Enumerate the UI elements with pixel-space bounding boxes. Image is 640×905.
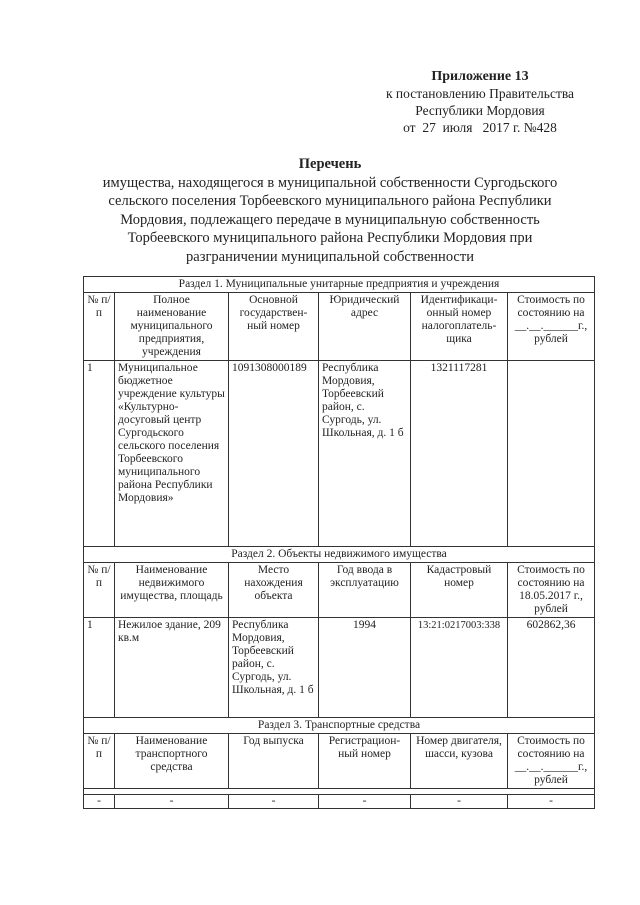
document-title	[80, 155, 580, 267]
section-1-title: Раздел 1. Муниципальные унитарные предприятия и учреждения	[84, 277, 595, 293]
s2-row1-location: Республика Мордовия, Торбеевский район, с. Сургодь, ул. Школьная, д. 1 б	[229, 618, 319, 718]
s1-header-number: № п/п	[84, 293, 115, 361]
annex-line-1: к постановлению Правительства	[385, 86, 575, 101]
s1-header-inn: Идентификаци-онный номер налогоплатель-щика	[411, 293, 508, 361]
s2-row1-cadastral: 13:21:0217003:338	[411, 618, 508, 718]
s2-header-cost: Стоимость по состоянию на 18.05.2017 г., рублей	[508, 563, 595, 618]
section-3-header-row	[84, 734, 595, 789]
s3-header-number: № п/п	[84, 734, 115, 789]
s3-header-cost: Стоимость по состоянию на __.__.______г., рублей	[508, 734, 595, 789]
section-2-title: Раздел 2. Объекты недвижимого имущества	[84, 547, 595, 563]
table-row	[84, 618, 595, 718]
s2-header-cadastral: Кадастровый номер	[411, 563, 508, 618]
annex-header	[360, 68, 600, 136]
s2-header-name: Наименование недвижимого имущества, площадь	[115, 563, 229, 618]
s2-row1-year: 1994	[319, 618, 411, 718]
s3-row1-number: -	[84, 795, 115, 809]
s2-header-location: Место нахождения объекта	[229, 563, 319, 618]
s1-row1-cost	[508, 361, 595, 547]
s1-header-address: Юридический адрес	[319, 293, 411, 361]
section-2-header-row	[84, 563, 595, 618]
s1-row1-address: Республика Мордовия, Торбеевский район, с. Сургодь, ул. Школьная, д. 1 б	[319, 361, 411, 547]
s3-header-name: Наименование транспортного средства	[115, 734, 229, 789]
s3-row1-reg-number: -	[319, 795, 411, 809]
s3-header-year: Год выпуска	[229, 734, 319, 789]
section-1-header-row	[84, 293, 595, 361]
s2-row1-cost: 602862,36	[508, 618, 595, 718]
s3-header-reg-number: Регистрацион-ный номер	[319, 734, 411, 789]
section-3-title: Раздел 3. Транспортные средства	[84, 718, 595, 734]
s1-header-name: Полное наименование муниципального предприятия, учреждения	[115, 293, 229, 361]
annex-line-2: Республики Мордовия	[415, 103, 545, 118]
section-1-title-row	[84, 277, 595, 293]
s2-row1-name: Нежилое здание, 209 кв.м	[115, 618, 229, 718]
s1-header-cost: Стоимость по состоянию на __.__.______г., рублей	[508, 293, 595, 361]
s3-header-engine: Номер двигателя, шасси, кузова	[411, 734, 508, 789]
annex-title: Приложение 13	[431, 69, 529, 84]
annex-date-line: от 27 июля 2017 г. №428	[403, 120, 557, 135]
s1-row1-name: Муниципальное бюджетное учреждение культуры «Культурно-досуговый центр Сургодьского сельского поселения Торбеевского муниципального района Республики Мордовия»	[115, 361, 229, 547]
s1-row1-ogrn: 1091308000189	[229, 361, 319, 547]
s2-header-number: № п/п	[84, 563, 115, 618]
document-title-line-1: имущества, находящегося в муниципальной собственности Сургодьского	[102, 174, 558, 191]
document-title-line-3: Мордовия, подлежащего передаче в муниципальную собственность	[120, 211, 540, 228]
section-3-title-row	[84, 718, 595, 734]
s3-row1-engine: -	[411, 795, 508, 809]
table-row	[84, 361, 595, 547]
s1-row1-number: 1	[84, 361, 115, 547]
s3-row1-year: -	[229, 795, 319, 809]
s2-row1-number: 1	[84, 618, 115, 718]
s1-row1-inn: 1321117281	[411, 361, 508, 547]
s3-row1-cost: -	[508, 795, 595, 809]
property-table	[83, 276, 595, 809]
s3-row1-name: -	[115, 795, 229, 809]
document-title-line-4: Торбеевского муниципального района Республики Мордовия при	[127, 230, 533, 247]
document-title-line-5: разграничении муниципальной собственности	[186, 248, 474, 265]
s1-header-ogrn: Основной государствен-ный номер	[229, 293, 319, 361]
table-row	[84, 795, 595, 809]
document-title-line-2: сельского поселения Торбеевского муниципального района Республики	[108, 193, 552, 210]
s2-header-year: Год ввода в эксплуатацию	[319, 563, 411, 618]
section-2-title-row	[84, 547, 595, 563]
document-heading: Перечень	[298, 156, 362, 172]
